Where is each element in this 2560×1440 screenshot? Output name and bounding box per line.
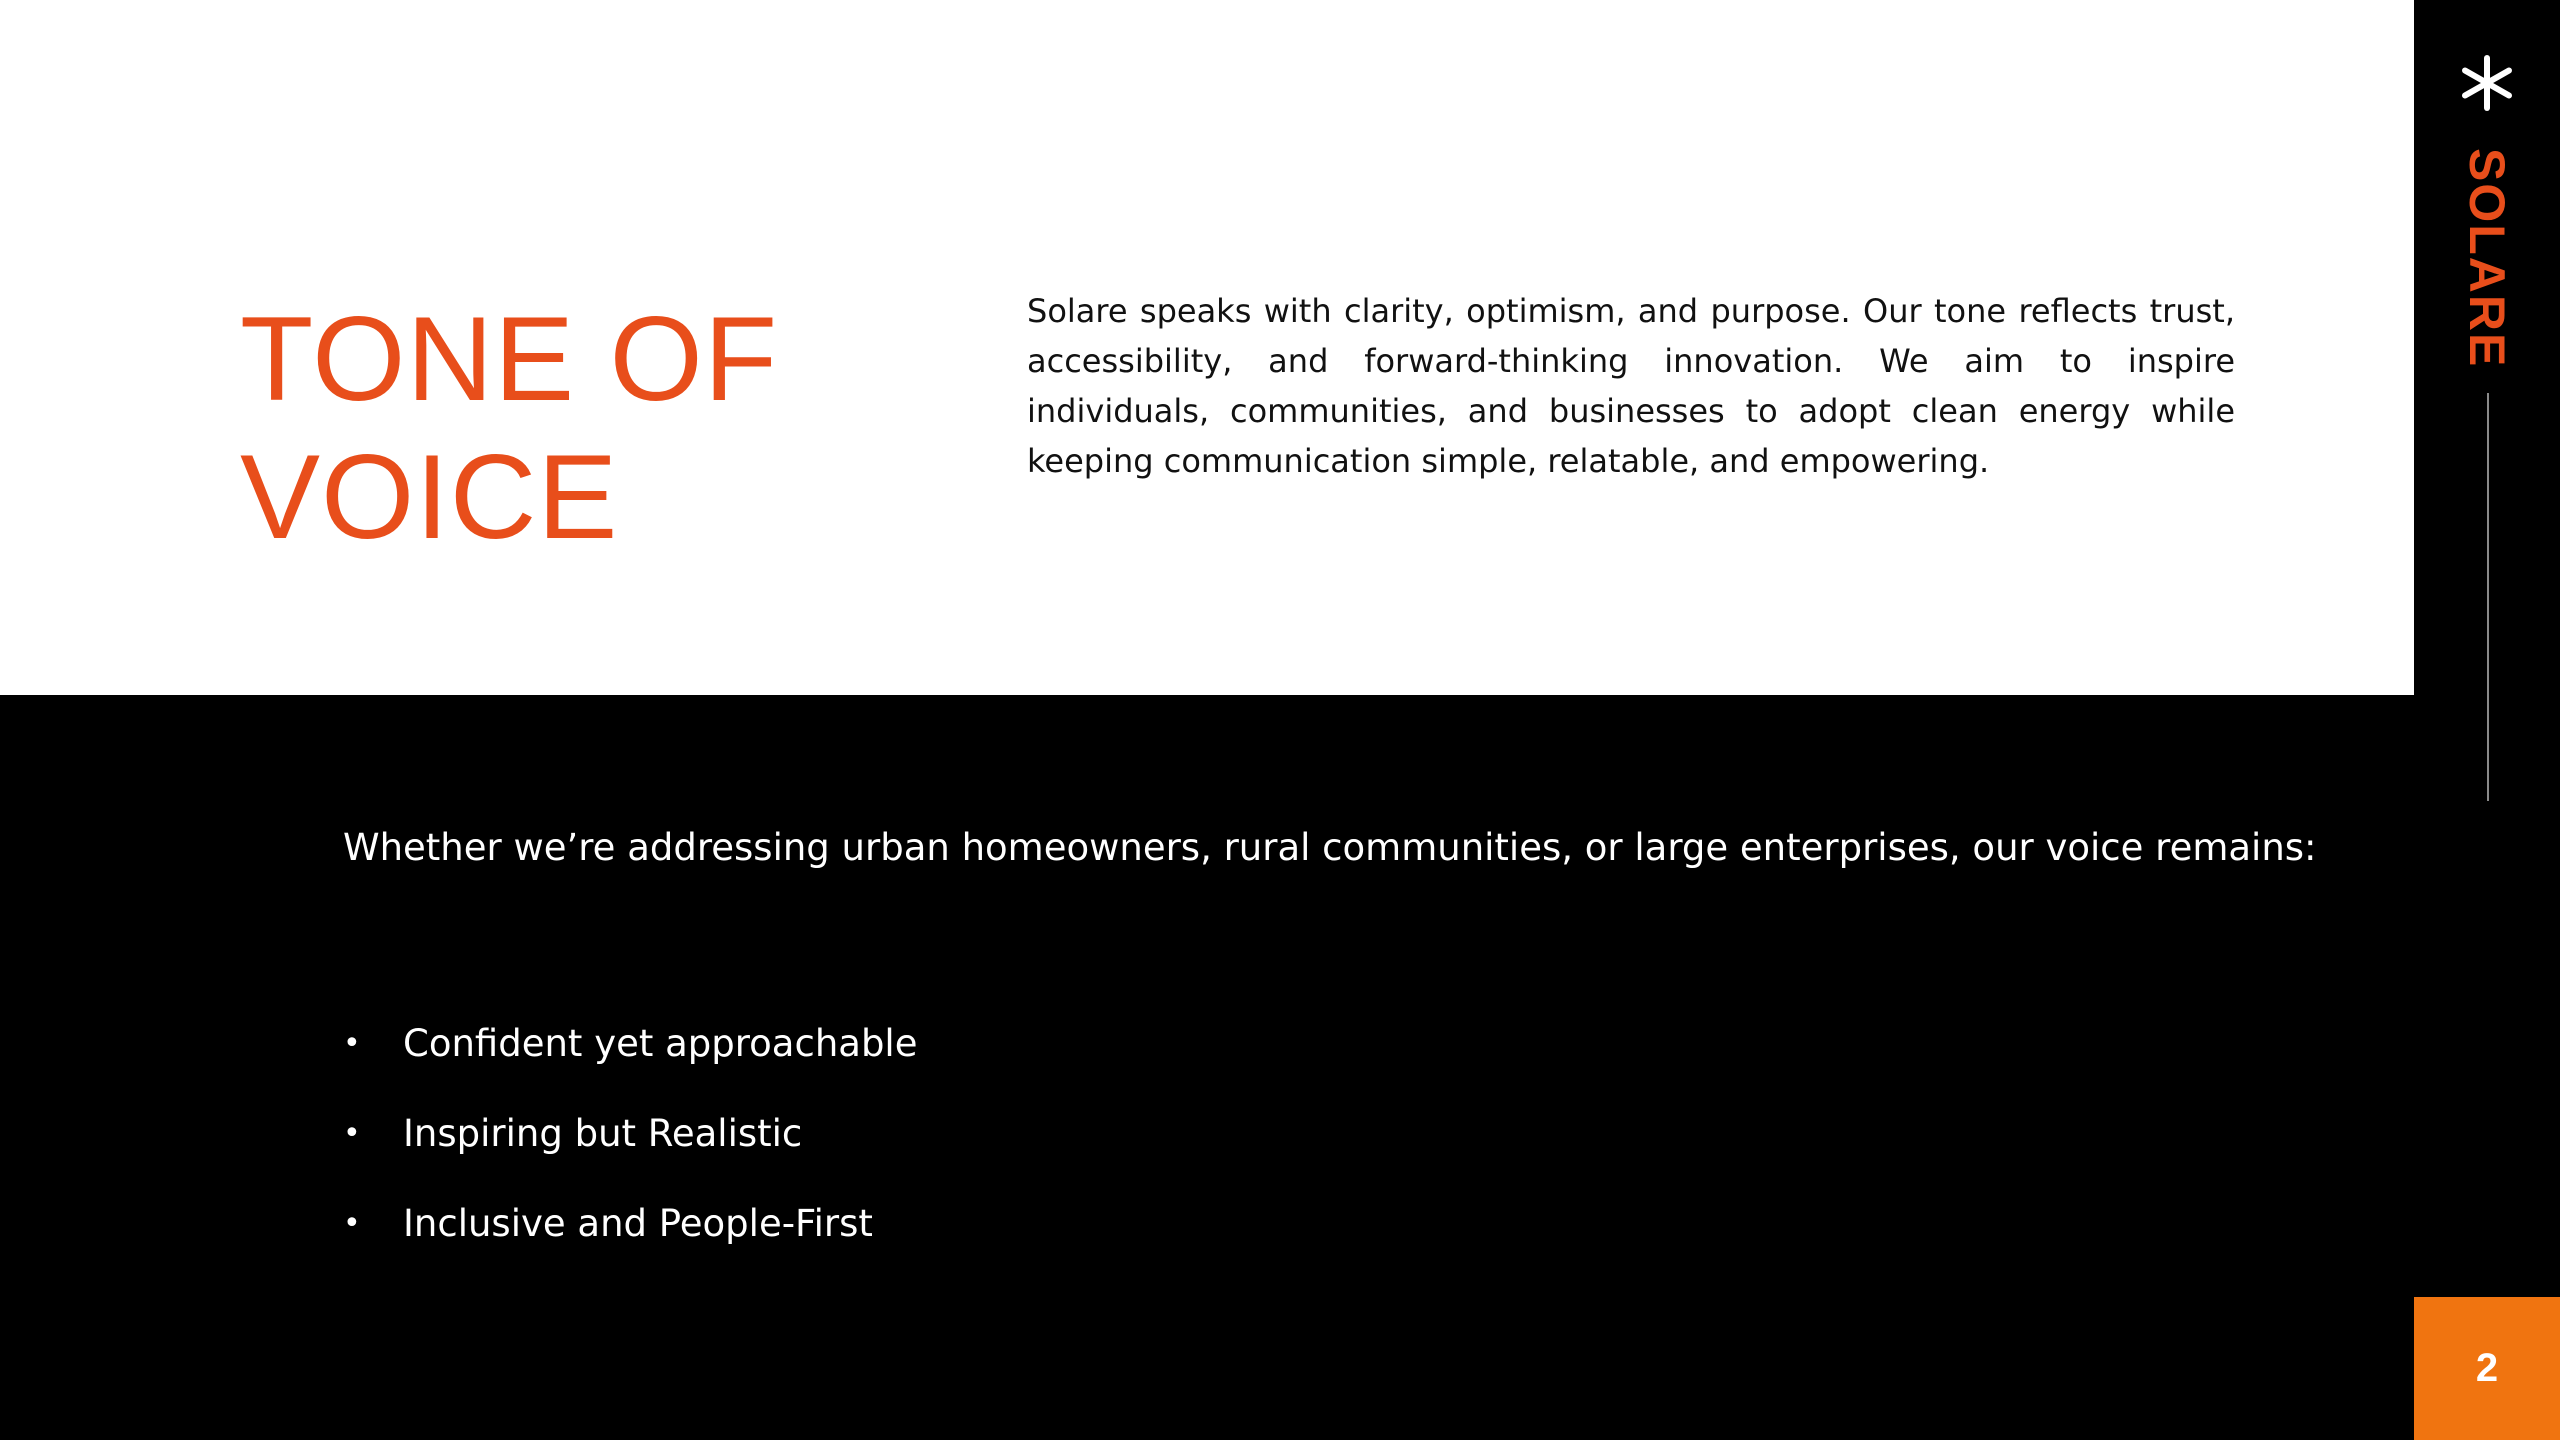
asterisk-star-icon — [2456, 52, 2518, 114]
top-panel — [0, 0, 2414, 695]
sidebar-divider — [2487, 393, 2489, 801]
bullet-icon: • — [343, 1025, 361, 1061]
slide-title-line-2: VOICE — [240, 430, 619, 564]
list-item — [343, 1178, 917, 1268]
slide-title-line-1: TONE OF — [240, 292, 779, 426]
slide-title — [240, 290, 778, 566]
page-number-box — [2414, 1297, 2560, 1440]
list-item — [343, 1088, 917, 1178]
bullet-icon: • — [343, 1115, 361, 1151]
brand-sidebar — [2414, 0, 2560, 1440]
page-number: 2 — [2475, 1346, 2499, 1390]
bullet-icon: • — [343, 1205, 361, 1241]
list-item — [343, 998, 917, 1088]
list-item-text: Inspiring but Realistic — [403, 1111, 803, 1155]
intro-paragraph: Solare speaks with clarity, optimism, and purpose. Our tone reflects trust, accessibility, and forward-thinking innovation. We aim to inspire individuals, communities, and businesses to adopt clean energy while keeping communication simple, relatable, and empowering. — [1027, 292, 2235, 480]
voice-traits-list — [343, 998, 917, 1268]
brand-name: SOLARE — [2459, 148, 2515, 369]
list-item-text: Confident yet approachable — [403, 1021, 918, 1065]
lead-sentence: Whether we’re addressing urban homeowners, rural communities, or large enterprises, our voice remains: — [343, 826, 2317, 869]
list-item-text: Inclusive and People-First — [403, 1201, 873, 1245]
